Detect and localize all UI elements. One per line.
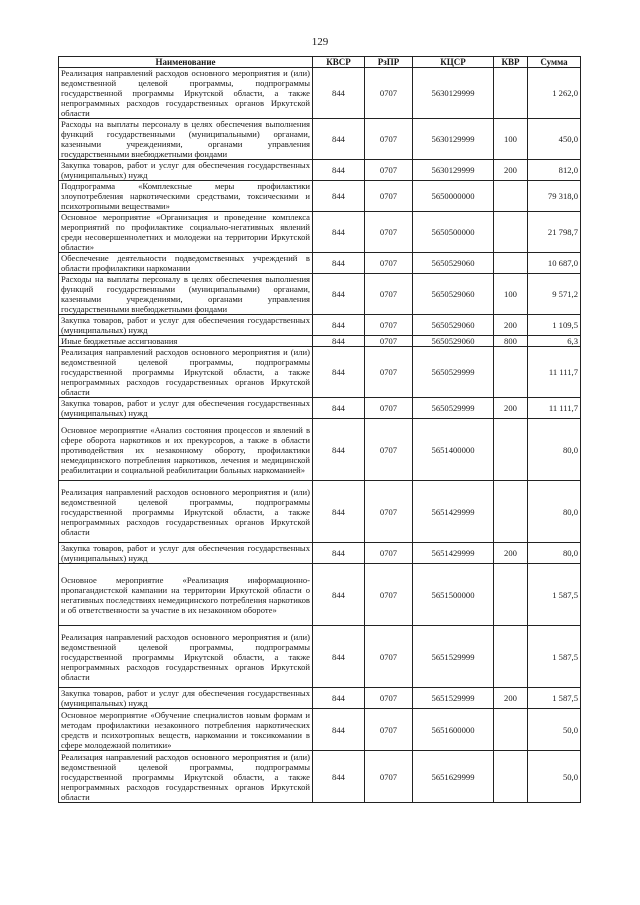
cell-sum: 10 687,0 bbox=[528, 253, 581, 274]
table-row bbox=[59, 564, 581, 626]
header-rzpr: РзПР bbox=[365, 57, 413, 68]
cell-kvsr: 844 bbox=[313, 419, 365, 481]
cell-sum: 11 111,7 bbox=[528, 398, 581, 419]
header-kvsr: КВСР bbox=[313, 57, 365, 68]
cell-kvsr: 844 bbox=[313, 347, 365, 398]
table-row bbox=[59, 543, 581, 564]
cell-kcsr: 5630129999 bbox=[413, 119, 494, 160]
cell-rzpr: 0707 bbox=[365, 543, 413, 564]
cell-rzpr: 0707 bbox=[365, 336, 413, 347]
table-row bbox=[59, 709, 581, 751]
cell-kcsr: 5651600000 bbox=[413, 709, 494, 751]
cell-kvsr: 844 bbox=[313, 160, 365, 181]
cell-kvr: 800 bbox=[494, 336, 528, 347]
cell-rzpr: 0707 bbox=[365, 212, 413, 253]
cell-name: Реализация направлений расходов основного мероприятия и (или) ведомственной целевой программы, подпрограммы государственной программы Иркутской области, а также непрограммных расходов государственных органов Иркутской области bbox=[59, 751, 313, 803]
cell-rzpr: 0707 bbox=[365, 315, 413, 336]
cell-sum: 21 798,7 bbox=[528, 212, 581, 253]
table-row bbox=[59, 347, 581, 398]
cell-sum: 80,0 bbox=[528, 543, 581, 564]
cell-kvsr: 844 bbox=[313, 181, 365, 212]
cell-kvsr: 844 bbox=[313, 212, 365, 253]
table-row bbox=[59, 119, 581, 160]
table-row bbox=[59, 688, 581, 709]
cell-kcsr: 5650500000 bbox=[413, 212, 494, 253]
cell-rzpr: 0707 bbox=[365, 68, 413, 119]
cell-kcsr: 5650000000 bbox=[413, 181, 494, 212]
cell-kcsr: 5630129999 bbox=[413, 160, 494, 181]
header-sum: Сумма bbox=[528, 57, 581, 68]
table-row bbox=[59, 212, 581, 253]
table-row bbox=[59, 181, 581, 212]
cell-sum: 450,0 bbox=[528, 119, 581, 160]
cell-rzpr: 0707 bbox=[365, 626, 413, 688]
cell-name: Обеспечение деятельности подведомственных учреждений в области профилактики наркомании bbox=[59, 253, 313, 274]
table-row bbox=[59, 398, 581, 419]
cell-kcsr: 5650529999 bbox=[413, 347, 494, 398]
cell-kvr: 200 bbox=[494, 543, 528, 564]
cell-name: Основное мероприятие «Реализация информационно-пропагандистской кампании на территории Иркутской области о негативных последствиях немедицинского потребления наркотиков и об ответственности за участие в их незаконном обороте» bbox=[59, 564, 313, 626]
cell-kcsr: 5650529060 bbox=[413, 336, 494, 347]
cell-sum: 1 587,5 bbox=[528, 626, 581, 688]
cell-rzpr: 0707 bbox=[365, 481, 413, 543]
cell-kvsr: 844 bbox=[313, 564, 365, 626]
cell-sum: 812,0 bbox=[528, 160, 581, 181]
cell-kvr bbox=[494, 347, 528, 398]
cell-name: Закупка товаров, работ и услуг для обеспечения государственных (муниципальных) нужд bbox=[59, 398, 313, 419]
cell-name: Реализация направлений расходов основного мероприятия и (или) ведомственной целевой программы, подпрограммы государственной программы Иркутской области, а также непрограммных расходов государственных органов Иркутской области bbox=[59, 626, 313, 688]
cell-rzpr: 0707 bbox=[365, 274, 413, 315]
table-row bbox=[59, 253, 581, 274]
cell-sum: 80,0 bbox=[528, 419, 581, 481]
budget-table bbox=[58, 56, 581, 803]
cell-rzpr: 0707 bbox=[365, 119, 413, 160]
cell-kvsr: 844 bbox=[313, 68, 365, 119]
cell-name: Закупка товаров, работ и услуг для обеспечения государственных (муниципальных) нужд bbox=[59, 160, 313, 181]
header-kvr: КВР bbox=[494, 57, 528, 68]
cell-name: Иные бюджетные ассигнования bbox=[59, 336, 313, 347]
cell-name: Реализация направлений расходов основного мероприятия и (или) ведомственной целевой программы, подпрограммы государственной программы Иркутской области, а также непрограммных расходов государственных органов Иркутской области bbox=[59, 481, 313, 543]
cell-kvr: 200 bbox=[494, 688, 528, 709]
cell-name: Закупка товаров, работ и услуг для обеспечения государственных (муниципальных) нужд bbox=[59, 543, 313, 564]
header-kcsr: КЦСР bbox=[413, 57, 494, 68]
table-row bbox=[59, 315, 581, 336]
table-row bbox=[59, 626, 581, 688]
cell-kcsr: 5651400000 bbox=[413, 419, 494, 481]
cell-kvr bbox=[494, 709, 528, 751]
cell-sum: 79 318,0 bbox=[528, 181, 581, 212]
table-header-row bbox=[59, 57, 581, 68]
cell-kvr bbox=[494, 626, 528, 688]
cell-name: Реализация направлений расходов основного мероприятия и (или) ведомственной целевой программы, подпрограммы государственной программы Иркутской области, а также непрограммных расходов государственных органов Иркутской области bbox=[59, 347, 313, 398]
cell-rzpr: 0707 bbox=[365, 564, 413, 626]
table-row bbox=[59, 274, 581, 315]
cell-kvr: 200 bbox=[494, 160, 528, 181]
cell-kvsr: 844 bbox=[313, 709, 365, 751]
cell-kvr: 200 bbox=[494, 315, 528, 336]
cell-name: Закупка товаров, работ и услуг для обеспечения государственных (муниципальных) нужд bbox=[59, 688, 313, 709]
cell-name: Реализация направлений расходов основного мероприятия и (или) ведомственной целевой программы, подпрограммы государственной программы Иркутской области, а также непрограммных расходов государственных органов Иркутской области bbox=[59, 68, 313, 119]
cell-kcsr: 5651529999 bbox=[413, 688, 494, 709]
cell-rzpr: 0707 bbox=[365, 709, 413, 751]
cell-kcsr: 5650529060 bbox=[413, 274, 494, 315]
cell-rzpr: 0707 bbox=[365, 160, 413, 181]
cell-name: Расходы на выплаты персоналу в целях обеспечения выполнения функций государственными (муниципальными) органами, казенными учреждениями, органами управления государственными внебюджетными фондами bbox=[59, 119, 313, 160]
cell-sum: 1 262,0 bbox=[528, 68, 581, 119]
table-row bbox=[59, 68, 581, 119]
page-number: 129 bbox=[311, 36, 329, 48]
cell-sum: 50,0 bbox=[528, 751, 581, 803]
cell-kvsr: 844 bbox=[313, 626, 365, 688]
cell-rzpr: 0707 bbox=[365, 688, 413, 709]
cell-rzpr: 0707 bbox=[365, 398, 413, 419]
table-row bbox=[59, 481, 581, 543]
cell-kvr bbox=[494, 253, 528, 274]
cell-kvr bbox=[494, 68, 528, 119]
cell-name: Основное мероприятие «Организация и проведение комплекса мероприятий по профилактике социально-негативных явлений среди несовершеннолетних и молодежи на территории Иркутской области» bbox=[59, 212, 313, 253]
cell-sum: 1 109,5 bbox=[528, 315, 581, 336]
cell-kvr: 100 bbox=[494, 274, 528, 315]
cell-kcsr: 5650529060 bbox=[413, 253, 494, 274]
cell-kvr bbox=[494, 751, 528, 803]
cell-rzpr: 0707 bbox=[365, 253, 413, 274]
cell-kvsr: 844 bbox=[313, 751, 365, 803]
cell-sum: 80,0 bbox=[528, 481, 581, 543]
cell-kcsr: 5651429999 bbox=[413, 481, 494, 543]
cell-sum: 1 587,5 bbox=[528, 564, 581, 626]
table-body bbox=[59, 68, 581, 803]
cell-kcsr: 5651500000 bbox=[413, 564, 494, 626]
cell-kvsr: 844 bbox=[313, 274, 365, 315]
cell-rzpr: 0707 bbox=[365, 181, 413, 212]
cell-kvsr: 844 bbox=[313, 543, 365, 564]
cell-sum: 50,0 bbox=[528, 709, 581, 751]
cell-kvr bbox=[494, 564, 528, 626]
cell-kvr bbox=[494, 419, 528, 481]
cell-kcsr: 5651629999 bbox=[413, 751, 494, 803]
cell-rzpr: 0707 bbox=[365, 751, 413, 803]
cell-kvr: 200 bbox=[494, 398, 528, 419]
cell-kvsr: 844 bbox=[313, 253, 365, 274]
cell-kvr bbox=[494, 481, 528, 543]
cell-name: Закупка товаров, работ и услуг для обеспечения государственных (муниципальных) нужд bbox=[59, 315, 313, 336]
table-row bbox=[59, 160, 581, 181]
cell-kvsr: 844 bbox=[313, 481, 365, 543]
header-name: Наименование bbox=[59, 57, 313, 68]
table-row bbox=[59, 336, 581, 347]
table-row bbox=[59, 751, 581, 803]
cell-sum: 1 587,5 bbox=[528, 688, 581, 709]
cell-kvsr: 844 bbox=[313, 398, 365, 419]
cell-kvr bbox=[494, 181, 528, 212]
cell-kvsr: 844 bbox=[313, 119, 365, 160]
cell-kvsr: 844 bbox=[313, 688, 365, 709]
cell-kcsr: 5650529060 bbox=[413, 315, 494, 336]
cell-name: Основное мероприятие «Обучение специалистов новым формам и методам профилактики незаконного потребления наркотических средств и психотропных веществ, наркомании и токсикомании в сфере молодежной политики» bbox=[59, 709, 313, 751]
cell-sum: 6,3 bbox=[528, 336, 581, 347]
table-row bbox=[59, 419, 581, 481]
cell-kcsr: 5651529999 bbox=[413, 626, 494, 688]
cell-kvr bbox=[494, 212, 528, 253]
cell-kcsr: 5630129999 bbox=[413, 68, 494, 119]
cell-name: Расходы на выплаты персоналу в целях обеспечения выполнения функций государственными (муниципальными) органами, казенными учреждениями, органами управления государственными внебюджетными фондами bbox=[59, 274, 313, 315]
cell-name: Основное мероприятие «Анализ состояния процессов и явлений в сфере оборота наркотиков и их прекурсоров, а также в области противодействия их незаконному обороту, профилактики немедицинского потребления наркотиков, лечения и медицинской реабилитации и социальной реабилитации больных наркоманией» bbox=[59, 419, 313, 481]
cell-sum: 9 571,2 bbox=[528, 274, 581, 315]
cell-kcsr: 5651429999 bbox=[413, 543, 494, 564]
cell-sum: 11 111,7 bbox=[528, 347, 581, 398]
cell-kvr: 100 bbox=[494, 119, 528, 160]
cell-kvsr: 844 bbox=[313, 315, 365, 336]
cell-rzpr: 0707 bbox=[365, 347, 413, 398]
cell-name: Подпрограмма «Комплексные меры профилактики злоупотребления наркотическими средствами, токсическими и психотропными веществами» bbox=[59, 181, 313, 212]
cell-kvsr: 844 bbox=[313, 336, 365, 347]
cell-rzpr: 0707 bbox=[365, 419, 413, 481]
cell-kcsr: 5650529999 bbox=[413, 398, 494, 419]
